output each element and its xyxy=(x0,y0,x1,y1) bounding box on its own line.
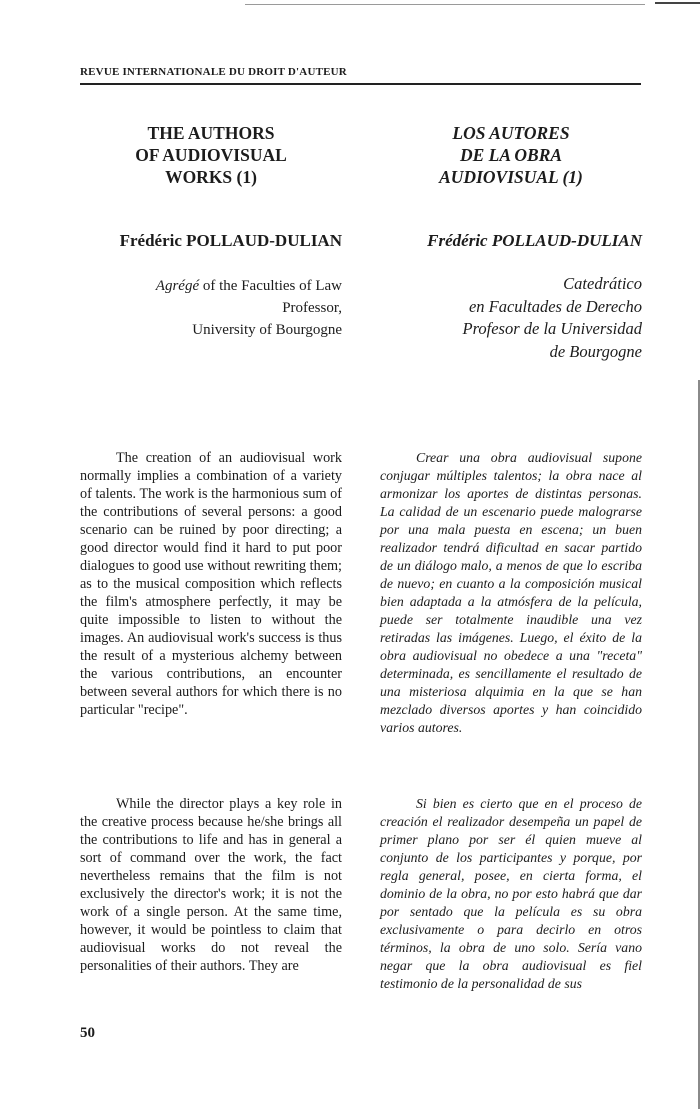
scan-edge-mark xyxy=(655,2,700,4)
affiliation-en-line3: University of Bourgogne xyxy=(192,322,342,338)
title-en-line: THE AUTHORS xyxy=(147,123,275,143)
affiliation-es-line: de Bourgogne xyxy=(549,341,642,361)
affiliation-en-line2: Professor, xyxy=(282,300,342,316)
title-en-line: OF AUDIOVISUAL xyxy=(135,145,287,165)
affiliation-es xyxy=(380,273,642,363)
page-number: 50 xyxy=(80,1025,95,1041)
paragraph-es-2: Si bien es cierto que en el proceso de creación el realizador desempeña un papel de primer plano por ser él quien mueve al conjunto de los participantes y porque, por regla general, posee, en cierta forma, el dominio de la obra, no por esto habrá que dar por sentado que la película es su obra exclusivamente o para decirlo en otros términos, la obra de uno solo. Sería vano negar que la obra audiovisual es fiel testimonio de la personalidad de sus xyxy=(380,796,642,991)
title-es-line: LOS AUTORES xyxy=(452,123,570,143)
title-en xyxy=(80,122,342,188)
affiliation-es-line: Profesor de la Universidad xyxy=(462,319,642,338)
body-es-section1 xyxy=(380,449,642,737)
title-es xyxy=(380,122,642,188)
title-es-line: AUDIOVISUAL (1) xyxy=(439,167,583,187)
author-en-block xyxy=(80,231,342,251)
running-head: REVUE INTERNATIONALE DU DROIT D'AUTEUR xyxy=(80,66,347,78)
author-es-block xyxy=(380,231,642,251)
affiliation-es-line: Catedrático xyxy=(563,274,642,293)
affiliation-en xyxy=(80,275,342,341)
affiliation-es-line: en Facultades de Derecho xyxy=(468,296,642,316)
body-es-section2 xyxy=(380,795,642,993)
paragraph-en-2: While the director plays a key role in the creative process because he/she brings all the contributions to life and has in general a sort of command over the work, the fact nevertheless remains that the film is not exclusively the director's work; it is not the work of a single person. At the same time, however, it would be pointless to claim that audiovisual works do not reveal the personalities of their authors. They are xyxy=(80,796,342,974)
body-en-section2 xyxy=(80,795,342,975)
scan-edge-line xyxy=(245,4,645,5)
header-rule xyxy=(80,83,641,85)
author-es: Frédéric POLLAUD-DULIAN xyxy=(427,231,642,250)
title-es-line: DE LA OBRA xyxy=(459,145,563,165)
author-en: Frédéric POLLAUD-DULIAN xyxy=(119,231,342,250)
affiliation-en-line1 xyxy=(80,275,342,297)
scan-edge xyxy=(0,0,700,9)
affiliation-en-title: Agrégé xyxy=(155,278,200,294)
paragraph-en-1: The creation of an audiovisual work normally implies a combination of a variety of talents. The work is the harmonious sum of the contributions of several persons: a good scenario can be ruined by poor directing; a good director would find it hard to put poor dialogues to good use without rewriting them; as to the musical composition which reflects the film's atmosphere perfectly, it may be quite impossible to listen to without the images. An audiovisual work's success is thus the result of a mysterious alchemy between the various contributions, an encounter between several authors for which there is no particular "recipe". xyxy=(80,450,342,718)
body-en-section1 xyxy=(80,449,342,719)
paragraph-es-1: Crear una obra audiovisual supone conjugar múltiples talentos; la obra nace al armonizar los aportes de distintas personas. La calidad de un escenario puede malograrse por una mala puesta en escena; un buen realizador tendrá dificultad en sacar partido de un diálogo malo, a menos de que lo escriba de nuevo; en cuanto a la composición musical bien adaptada a la atmósfera de la película, puede ser totalmente inaudible una vez retiradas las imágenes. Luego, el éxito de la obra audiovisual no obedece a una "receta" determinada, es sencillamente el resultado de una misteriosa alquimia en la que se han mezclado diversos aportes y han coincidido varios autores. xyxy=(380,450,642,735)
title-en-line: WORKS (1) xyxy=(165,167,257,187)
affiliation-en-rest: of the Faculties of Law xyxy=(199,278,342,294)
